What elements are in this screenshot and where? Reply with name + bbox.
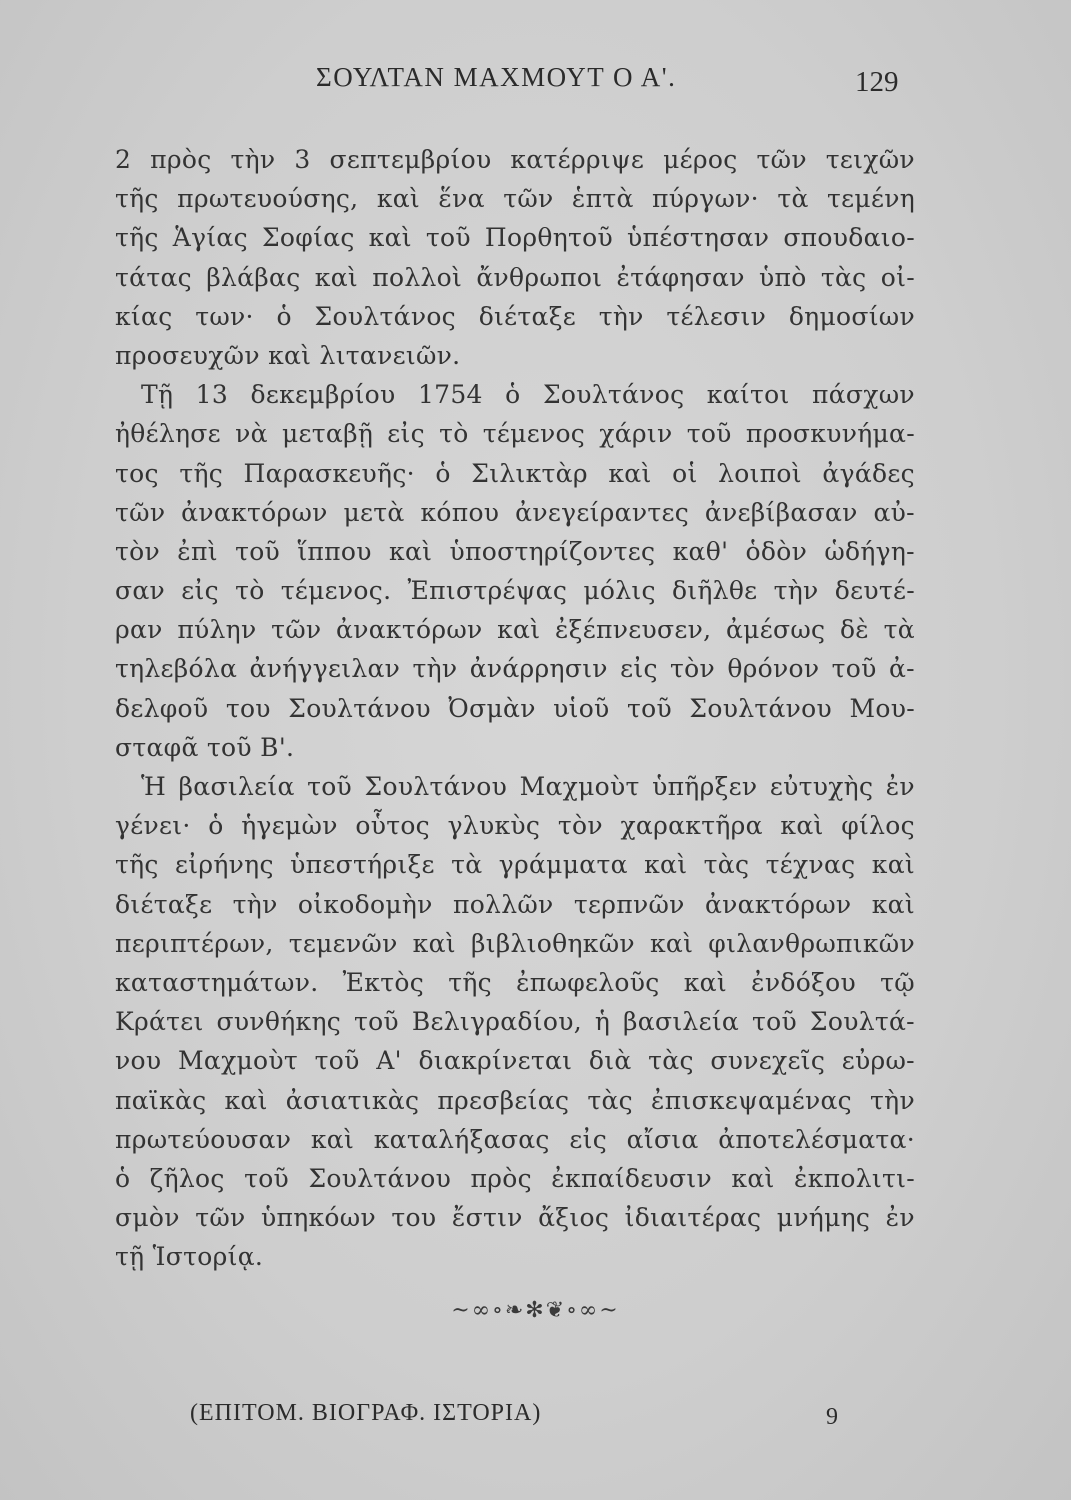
word: ὑπεστήριξε	[290, 850, 435, 880]
text-line	[115, 885, 915, 924]
word: τὸν	[670, 654, 716, 684]
word: Σουλτάνος	[314, 301, 456, 331]
word: κόπου	[420, 497, 500, 527]
page-number: 129	[855, 66, 899, 98]
word: ἐν	[885, 772, 915, 801]
word: τῶν	[503, 184, 554, 214]
word: τέχνας	[765, 850, 856, 880]
word: οἰκοδομὴν	[297, 889, 433, 919]
word: Β'.	[260, 732, 295, 762]
word: τὴν	[773, 576, 819, 606]
word: καὶ	[376, 184, 421, 214]
word: σαν	[115, 576, 166, 606]
word: δεκεμβρίου	[250, 380, 396, 410]
word: ὑπῆρξεν	[652, 772, 758, 801]
word: τεμένη	[827, 184, 915, 214]
text-line	[115, 610, 915, 649]
word: ἀνεγείραντες	[515, 497, 690, 527]
word: διῆλθε	[671, 576, 758, 606]
word: τῶν	[115, 497, 166, 527]
word: χάριν	[599, 419, 673, 449]
word: τὴν	[232, 889, 278, 919]
word: αὐ-	[873, 497, 915, 527]
word: πύργων·	[652, 184, 759, 214]
word: προσευχῶν	[115, 340, 269, 370]
word: καταστημάτων.	[115, 967, 319, 997]
word: των·	[195, 301, 254, 331]
text-line	[115, 179, 915, 218]
word: τοῦ	[752, 1007, 797, 1037]
page-header	[0, 62, 1071, 102]
word: τῆς	[115, 223, 159, 253]
word: βασιλεία	[623, 1007, 740, 1037]
word: βλάβας	[206, 262, 301, 292]
word: εἰς	[620, 654, 658, 684]
word: τοῦ	[425, 223, 471, 253]
text-line	[115, 1159, 915, 1198]
word: ὁ	[505, 380, 521, 410]
word: Σουλτά-	[809, 1007, 915, 1037]
word: πρεσβείας	[437, 1085, 570, 1115]
word: ἀνακτόρων	[336, 615, 483, 645]
word: διὰ	[588, 1046, 632, 1076]
word: τὴν	[412, 654, 458, 684]
text-line	[115, 1081, 915, 1120]
word: ἄνθρωποι	[476, 262, 603, 292]
word: ἰδιαιτέρας	[624, 1203, 762, 1233]
word: ὑπηκόων	[261, 1203, 376, 1233]
text-line	[115, 767, 915, 806]
word: Πορθητοῦ	[484, 223, 613, 253]
word: τοῦ	[626, 693, 672, 723]
word: ἑπτὰ	[571, 184, 634, 214]
text-line	[115, 963, 915, 1002]
word: γλυκὺς	[447, 811, 541, 841]
word: ἠθέλησε	[115, 419, 221, 449]
word: ἄξιος	[538, 1203, 610, 1233]
word: ἀποτελέσματα·	[718, 1124, 915, 1154]
word: παϊκὰς	[115, 1085, 207, 1115]
word: συνθήκης	[216, 1007, 342, 1037]
word: του	[391, 1203, 437, 1233]
word: Ἁγίας	[172, 223, 248, 253]
word: Ἱστορίᾳ.	[152, 1242, 264, 1272]
text-line	[115, 571, 915, 610]
text-line	[115, 728, 915, 767]
text-line	[115, 1120, 915, 1159]
word: ἀσιατικὰς	[285, 1085, 420, 1115]
word: θρόνον	[727, 654, 820, 684]
word: ραν	[115, 615, 163, 645]
text-line	[115, 845, 915, 884]
word: καὶ	[608, 458, 652, 488]
word: τέμενος.	[280, 576, 392, 606]
word: του	[225, 693, 271, 723]
decorative-divider: ~∞∘❧✻❦∘∞~	[451, 1298, 620, 1323]
word: καὶ	[649, 928, 694, 958]
word: καὶ	[412, 928, 456, 958]
word: τὰς	[648, 1046, 694, 1076]
word: τῇ	[115, 1242, 153, 1272]
word: Βελιγραδίου,	[411, 1007, 582, 1037]
word: Κράτει	[115, 1007, 204, 1037]
text-line	[115, 140, 915, 179]
text-line	[115, 1041, 915, 1080]
word: καὶ	[871, 889, 915, 919]
word: ὁ	[276, 301, 292, 331]
word: Σουλτάνου	[308, 1163, 452, 1193]
word: πάσχων	[811, 380, 915, 410]
word: Τῇ	[141, 380, 174, 410]
word: καίτοι	[706, 380, 790, 410]
word: τὰ	[883, 615, 915, 645]
word: εἰς	[387, 419, 425, 449]
word: τάτας	[115, 262, 192, 292]
word: ἵππου	[297, 536, 372, 566]
text-line	[115, 297, 915, 336]
text-line	[115, 689, 915, 728]
word: δημοσίων	[788, 301, 915, 331]
text-line	[115, 806, 915, 845]
word: ἀνακτόρων	[704, 889, 852, 919]
word: ἐκπολιτι-	[794, 1163, 915, 1193]
word: καὶ	[389, 536, 433, 566]
word: συνεχεῖς	[710, 1046, 826, 1076]
word: τῆς	[179, 458, 224, 488]
text-line	[115, 1237, 915, 1276]
word: τὰ	[451, 850, 483, 880]
word: ὁ	[208, 811, 224, 841]
word: Σιλικτὰρ	[471, 458, 588, 488]
word: καὶ	[310, 1124, 355, 1154]
word: υἱοῦ	[553, 693, 610, 723]
word: εὐτυχὴς	[769, 772, 874, 801]
signature-mark: (ΕΠΙΤΟΜ. ΒΙΟΓΡΑΦ. ΙΣΤΟΡΙΑ)	[190, 1400, 542, 1426]
text-line	[115, 1198, 915, 1237]
word: τὴν	[598, 301, 644, 331]
word: αἴσια	[626, 1124, 699, 1154]
word: γένει·	[115, 811, 191, 841]
word: τῶν	[271, 615, 322, 645]
word: καταλήξασας	[373, 1124, 550, 1154]
body-text	[115, 140, 915, 1276]
word: τοῦ	[244, 1163, 290, 1193]
word: εἰρήνης	[175, 850, 274, 880]
word: Μου-	[849, 693, 915, 723]
word: λοιποὶ	[718, 458, 802, 488]
word: τὸ	[439, 419, 469, 449]
word: καὶ	[314, 262, 359, 292]
word: τὸν	[115, 536, 160, 566]
word: Σουλτάνος	[542, 380, 685, 410]
word: ἀνακτόρων	[181, 497, 328, 527]
word: καὶ	[683, 967, 727, 997]
word: ἐπισκεψαμένας	[651, 1085, 852, 1115]
word: πρὸς	[470, 1163, 532, 1193]
text-line	[115, 336, 915, 375]
word: εὐρω-	[841, 1046, 915, 1076]
running-title: ΣΟΥΛΤΑΝ ΜΑΧΜΟΥΤ Ο Α'.	[316, 62, 677, 92]
word: τῆς	[115, 184, 159, 214]
word: τὰς	[820, 262, 867, 292]
word: νὰ	[235, 419, 268, 449]
word: προσκυνήμα-	[745, 419, 915, 449]
text-line	[115, 649, 915, 688]
word: τεμενῶν	[288, 928, 398, 958]
word: πολλῶν	[452, 889, 554, 919]
word: σπουδαιο-	[783, 223, 915, 253]
text-line	[115, 532, 915, 571]
word: οἰ-	[880, 262, 915, 292]
word: ζῆλος	[149, 1163, 225, 1193]
word: πρωτευούσης,	[177, 184, 359, 214]
word: τῶν	[195, 1203, 246, 1233]
word: καὶ	[224, 1085, 268, 1115]
word: πύλην	[177, 615, 257, 645]
word: Ἐκτὸς	[342, 967, 425, 997]
word: 3	[294, 145, 311, 174]
word: τῆς	[448, 967, 492, 997]
word: φιλανθρωπικῶν	[708, 928, 915, 958]
word: τερπνῶν	[573, 889, 685, 919]
signature-number: 9	[826, 1404, 838, 1430]
word: τέλεσιν	[666, 301, 767, 331]
word: τος	[115, 458, 159, 488]
text-line	[115, 924, 915, 963]
word: ἀνάρρησιν	[469, 654, 608, 684]
word: τέμενος	[482, 419, 586, 449]
word: ἔστιν	[451, 1203, 523, 1233]
word: ἀνεβίβασαν	[704, 497, 858, 527]
word: τῶν	[756, 145, 807, 174]
word: Μαχμοὺτ	[177, 1046, 299, 1076]
word: Ἡ	[141, 772, 167, 801]
word: μεταβῇ	[281, 419, 374, 449]
word: χαρακτῆρα	[620, 811, 763, 841]
word: οἱ	[672, 458, 698, 488]
word: ὁ	[115, 1163, 131, 1193]
word: Ὀσμὰν	[448, 693, 536, 723]
word: ἐνδόξου	[751, 967, 856, 997]
word: καὶ	[368, 223, 412, 253]
word: Σουλτάνου	[689, 693, 833, 723]
text-line	[115, 493, 915, 532]
word: Σουλτάνου	[288, 693, 431, 723]
word: τὴν	[230, 145, 276, 174]
word: μόλις	[583, 576, 656, 606]
word: πρωτεύουσαν	[115, 1124, 292, 1154]
word: ἐν	[885, 1203, 915, 1233]
word: ἐκπαίδευσιν	[551, 1163, 712, 1193]
text-line	[115, 375, 915, 414]
word: μέρος	[663, 145, 738, 174]
word: καὶ	[871, 850, 915, 880]
word: Σουλτάνου	[364, 772, 508, 801]
word: ὡδήγη-	[824, 536, 915, 566]
word: τοῦ	[353, 1007, 399, 1037]
word: καὶ	[497, 615, 541, 645]
word: περιπτέρων,	[115, 928, 274, 958]
word: ἐτάφησαν	[616, 262, 745, 292]
word: καὶ	[731, 1163, 775, 1193]
word: ὑπὸ	[758, 262, 807, 292]
word: ὁ	[435, 458, 451, 488]
word: ἀνήγγειλαν	[249, 654, 401, 684]
word: κίας	[115, 301, 173, 331]
text-line	[115, 258, 915, 297]
word: γράμματα	[498, 850, 628, 880]
word: Σοφίας	[261, 223, 355, 253]
word: καθ'	[672, 536, 729, 566]
word: εἰς	[181, 576, 219, 606]
word: 13	[195, 380, 229, 410]
word: διακρίνεται	[418, 1046, 573, 1076]
word: διέταξε	[478, 301, 577, 331]
text-line	[115, 454, 915, 493]
word: πολλοὶ	[372, 262, 463, 292]
word: 1754	[417, 380, 483, 410]
word: οὗτος	[355, 811, 430, 841]
word: δελφοῦ	[115, 693, 209, 723]
text-line	[115, 218, 915, 257]
word: μνήμης	[776, 1203, 871, 1233]
word: τοῦ	[831, 654, 877, 684]
text-line	[115, 1002, 915, 1041]
word: σταφᾶ	[115, 732, 207, 762]
word: φίλος	[841, 811, 915, 841]
word: ὁδὸν	[745, 536, 808, 566]
word: τοῦ	[307, 772, 353, 801]
word: Παρασκευῆς·	[243, 458, 415, 488]
word: καὶ	[780, 811, 824, 841]
word: 2	[115, 145, 132, 174]
word: τὸν	[557, 811, 603, 841]
word: κατέρριψε	[510, 145, 645, 174]
word: τὰς	[587, 1085, 633, 1115]
word: ὑποστηρίζοντες	[449, 536, 656, 566]
word: ἀμέσως	[725, 615, 826, 645]
word: δὲ	[839, 615, 870, 645]
word: τὸ	[235, 576, 265, 606]
word: τὰς	[703, 850, 750, 880]
page-footer	[0, 1400, 1071, 1440]
word: ὑπέστησαν	[626, 223, 770, 253]
word: βιβλιοθηκῶν	[470, 928, 635, 958]
word: εἰς	[569, 1124, 607, 1154]
word: νου	[115, 1046, 162, 1076]
word: τὰ	[777, 184, 809, 214]
word: σεπτεμβρίου	[329, 145, 492, 174]
word: ἐπωφελοῦς	[516, 967, 660, 997]
word: πρὸς	[150, 145, 212, 174]
word: τοῦ	[235, 536, 281, 566]
word: βασιλεία	[178, 772, 295, 801]
word: τῷ	[880, 967, 915, 997]
word: τὴν	[870, 1085, 915, 1115]
word: ἐξέπνευσεν,	[554, 615, 712, 645]
word: τοῦ	[686, 419, 732, 449]
word: τειχῶν	[825, 145, 915, 174]
word: τοῦ	[206, 732, 261, 762]
word: τῆς	[115, 850, 159, 880]
word: τηλεβόλα	[115, 654, 238, 684]
word: δευτέ-	[834, 576, 915, 606]
word: σμὸν	[115, 1203, 180, 1233]
word: ἀγάδες	[822, 458, 915, 488]
word: ἡγεμὼν	[241, 811, 338, 841]
word: λιτανειῶν.	[319, 340, 461, 370]
word: Μαχμοὺτ	[519, 772, 640, 801]
word: τοῦ	[314, 1046, 360, 1076]
word: διέταξε	[115, 889, 213, 919]
word: καὶ	[268, 340, 320, 370]
word: ἕνα	[438, 184, 485, 214]
word: ἡ	[594, 1007, 611, 1037]
word: ἐπὶ	[177, 536, 218, 566]
word: καὶ	[644, 850, 688, 880]
word: Α'	[376, 1046, 402, 1076]
word: Ἐπιστρέψας	[407, 576, 568, 606]
text-line	[115, 414, 915, 453]
word: μετὰ	[343, 497, 405, 527]
word: ἀ-	[888, 654, 915, 684]
